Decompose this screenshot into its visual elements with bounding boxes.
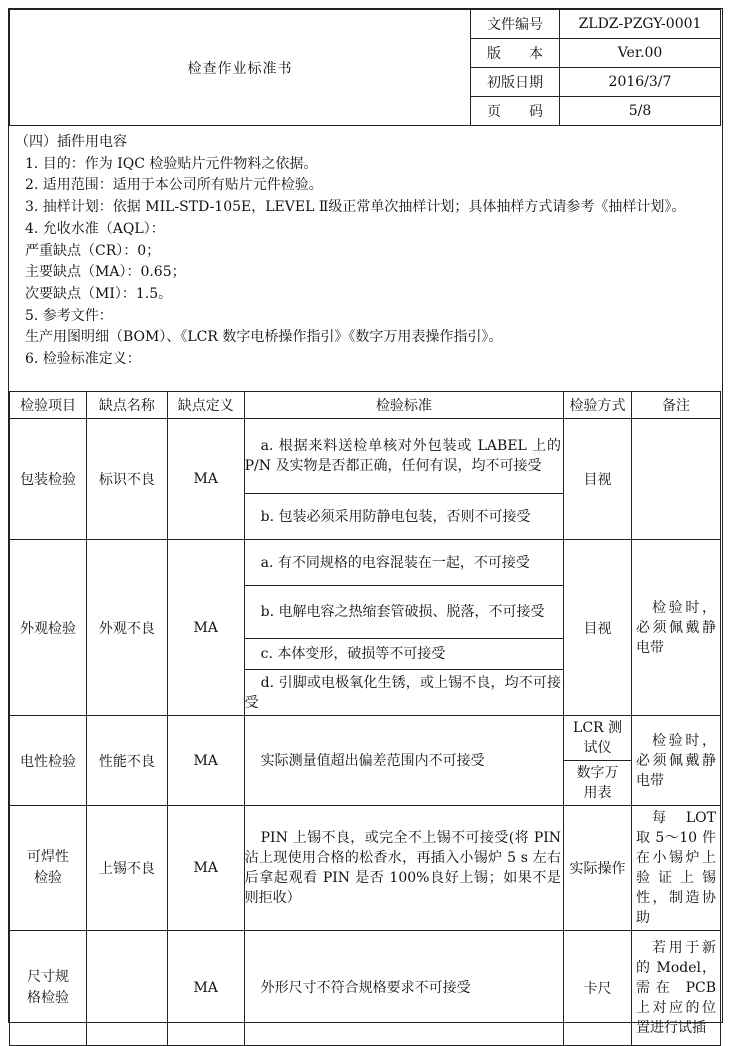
inspection-standard: c. 本体变形，破损等不可接受 bbox=[244, 639, 563, 670]
standard-sheet bbox=[8, 8, 723, 1036]
column-header: 备注 bbox=[632, 392, 721, 419]
doc-number-label: 文件编号 bbox=[471, 10, 560, 39]
table-row bbox=[10, 419, 721, 494]
table-row bbox=[10, 540, 721, 586]
inspection-standard: d. 引脚或电极氧化生锈，或上锡不良，均不可接受 bbox=[244, 670, 563, 716]
inspection-method: 卡尺 bbox=[564, 931, 632, 1046]
reference-title: 5. 参考文件： bbox=[25, 307, 113, 324]
remark: 若用于新的 Model，需在 PCB 上对应的位置进行试插 bbox=[632, 931, 721, 1046]
section-heading: （四）插件用电容 bbox=[15, 134, 127, 150]
initial-date-label: 初版日期 bbox=[471, 68, 560, 97]
column-header: 检验方式 bbox=[564, 392, 632, 419]
defect-name: 性能不良 bbox=[86, 716, 167, 806]
inspection-item: 外观检验 bbox=[10, 540, 87, 716]
sampling-plan-line: 3. 抽样计划：依据 MIL-STD-105E，LEVEL Ⅱ级正常单次抽样计划；具体抽样方式请参考《抽样计划》。 bbox=[25, 199, 686, 216]
version-value: Ver.00 bbox=[560, 39, 721, 68]
aql-major: 主要缺点（MA）：0.65； bbox=[25, 264, 186, 281]
table-row bbox=[10, 806, 721, 931]
inspection-item: 包装检验 bbox=[10, 419, 87, 540]
inspection-standard: 外形尺寸不符合规格要求不可接受 bbox=[244, 931, 563, 1046]
aql-title: 4. 允收水准（AQL）： bbox=[25, 220, 165, 237]
inspection-method: 目视 bbox=[564, 419, 632, 540]
reference-docs: 生产用图明细（BOM）、《LCR 数字电桥操作指引》《数字万用表操作指引》。 bbox=[25, 329, 503, 346]
inspection-table bbox=[9, 391, 721, 1046]
inspection-standard: 实际测量值超出偏差范围内不可接受 bbox=[244, 716, 563, 806]
definition-title: 6. 检验标准定义： bbox=[25, 351, 141, 368]
remark: 检验时，必须佩戴静电带 bbox=[632, 716, 721, 806]
defect-level: MA bbox=[167, 931, 244, 1046]
column-header: 缺点定义 bbox=[167, 392, 244, 419]
defect-level: MA bbox=[167, 716, 244, 806]
remark: 检验时，必须佩戴静电带 bbox=[632, 540, 721, 716]
inspection-item: 电性检验 bbox=[10, 716, 87, 806]
defect-level: MA bbox=[167, 419, 244, 540]
purpose-line: 1. 目的：作为 IQC 检验贴片元件物料之依据。 bbox=[25, 155, 318, 172]
remark bbox=[632, 419, 721, 540]
inspection-standard: b. 包装必须采用防静电包装，否则不可接受 bbox=[244, 494, 563, 540]
inspection-method: 数字万用表 bbox=[564, 761, 632, 806]
defect-level: MA bbox=[167, 540, 244, 716]
table-row bbox=[10, 716, 721, 761]
column-header: 检验标准 bbox=[244, 392, 563, 419]
version-label: 版 本 bbox=[471, 39, 560, 68]
inspection-method: 目视 bbox=[564, 540, 632, 716]
scope-line: 2. 适用范围：适用于本公司所有贴片元件检验。 bbox=[25, 177, 323, 194]
inspection-method: 实际操作 bbox=[564, 806, 632, 931]
defect-name: 上锡不良 bbox=[86, 806, 167, 931]
defect-name: 外观不良 bbox=[86, 540, 167, 716]
aql-critical: 严重缺点（CR）：0； bbox=[25, 242, 161, 259]
inspection-standard: PIN 上锡不良，或完全不上锡不可接受(将 PIN 沾上现使用合格的松香水，再插入小锡炉 5 s 左右后拿起观看 PIN 是否 100%良好上锡；如果不是则拒收） bbox=[244, 806, 563, 931]
table-header-row bbox=[10, 392, 721, 419]
doc-number-value: ZLDZ-PZGY-0001 bbox=[560, 10, 721, 39]
defect-name bbox=[86, 931, 167, 1046]
page-number-label: 页 码 bbox=[471, 97, 560, 126]
inspection-standard: b. 电解电容之热缩套管破损、脱落，不可接受 bbox=[244, 586, 563, 639]
defect-level: MA bbox=[167, 806, 244, 931]
table-row bbox=[10, 931, 721, 1046]
inspection-item: 尺寸规格检验 bbox=[10, 931, 87, 1046]
inspection-standard: a. 根据来料送检单核对外包装或 LABEL 上的 P/N 及实物是否都正确，任何有误，均不可接受 bbox=[244, 419, 563, 494]
column-header: 检验项目 bbox=[10, 392, 87, 419]
inspection-method: LCR 测试仪 bbox=[564, 716, 632, 761]
document-title: 检查作业标准书 bbox=[10, 10, 471, 126]
column-header: 缺点名称 bbox=[86, 392, 167, 419]
intro-section bbox=[9, 132, 721, 371]
aql-minor: 次要缺点（MI）：1.5。 bbox=[25, 285, 173, 302]
initial-date-value: 2016/3/7 bbox=[560, 68, 721, 97]
header-table bbox=[9, 9, 721, 126]
inspection-item: 可焊性检验 bbox=[10, 806, 87, 931]
defect-name: 标识不良 bbox=[86, 419, 167, 540]
inspection-standard: a. 有不同规格的电容混装在一起，不可接受 bbox=[244, 540, 563, 586]
page-number-value: 5/8 bbox=[560, 97, 721, 126]
remark: 每 LOT 取 5～10 件在小锡炉上验证上锡性，制造协助 bbox=[632, 806, 721, 931]
